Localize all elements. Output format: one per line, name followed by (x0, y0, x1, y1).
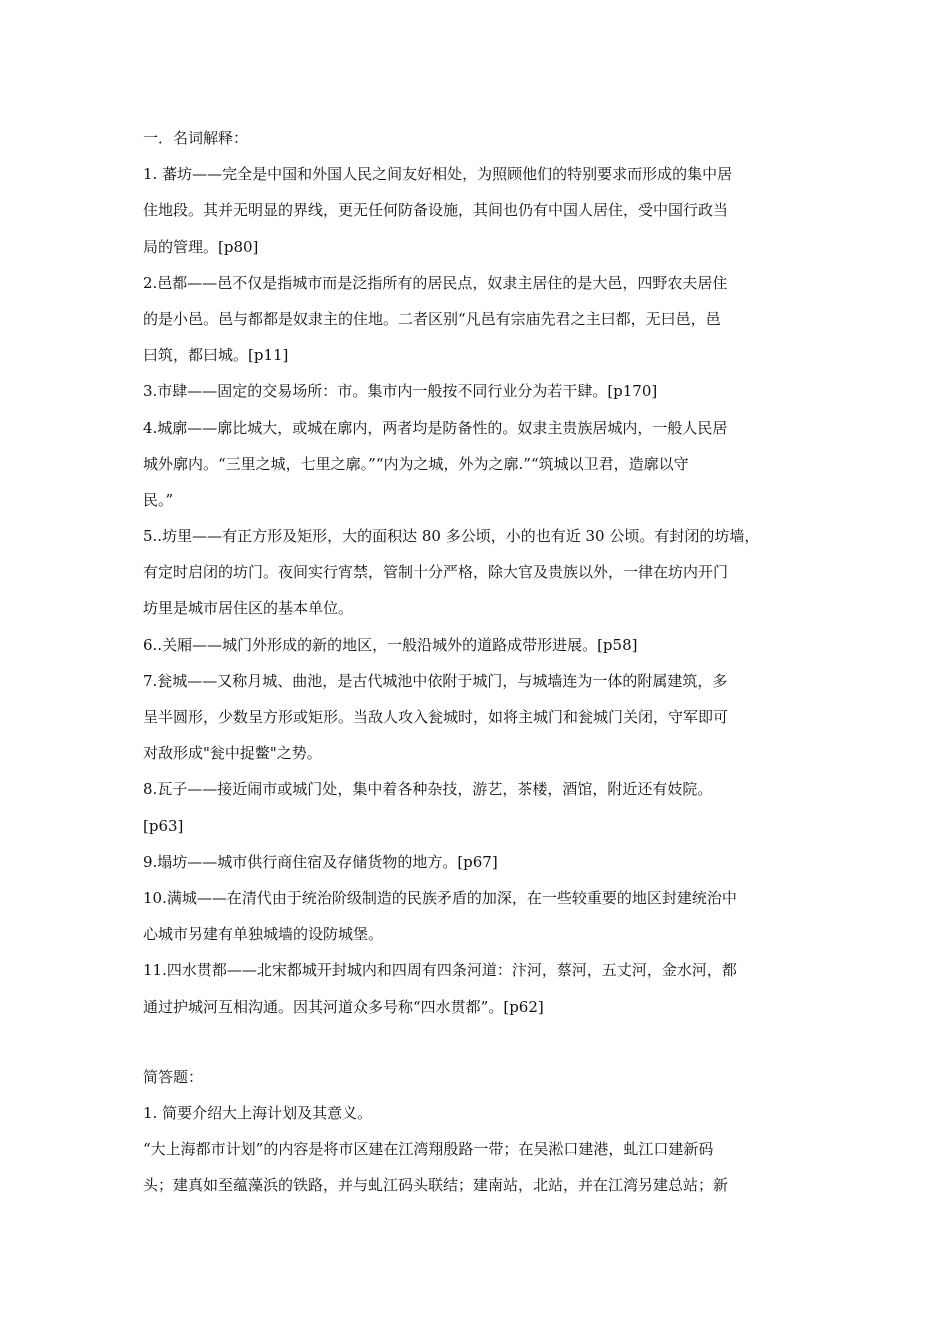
text-line: 心城市另建有单独城墙的设防城堡。 (143, 925, 384, 944)
text-line: 4.城廓——廓比城大，或城在廓内，两者均是防备性的。奴隶主贵族居城内，一般人民居 (143, 418, 728, 437)
text-line: 城外廓内。“三里之城，七里之廓。”“内为之城，外为之廓.”“筑城以卫君，造廓以守 (143, 454, 689, 473)
text-line: 局的管理。[p80] (143, 237, 259, 256)
section-spacer (143, 1029, 813, 1063)
text-line: 8.瓦子——接近闹市或城门处，集中着各种杂技，游艺，茶楼，酒馆，附近还有妓院。 (143, 780, 713, 799)
text-line: 头；建真如至蕴藻浜的铁路，并与虬江码头联结；建南站，北站，并在江湾另建总站；新 (143, 1176, 729, 1195)
text-line: “大上海都市计划”的内容是将市区建在江湾翔殷路一带；在吴淞口建港，虬江口建新码 (143, 1140, 714, 1159)
section-heading-short-answer: 简答题： (143, 1067, 204, 1086)
text-line: 1. 蕃坊——完全是中国和外国人民之间友好相处，为照顾他们的特别要求而形成的集中居 (143, 165, 733, 184)
text-line: 有定时启闭的坊门。夜间实行宵禁，管制十分严格，除大官及贵族以外，一律在坊内开门 (143, 563, 729, 582)
text-line: 曰筑，都曰城。[p11] (143, 346, 289, 365)
section-heading-terms: 一．名词解释： (143, 129, 249, 147)
text-line: 5..坊里——有正方形及矩形，大的面积达 80 多公顷，小的也有近 30 公顷。有封闭的坊墙， (143, 527, 760, 546)
text-line: 9.塌坊——城市供行商住宿及存储货物的地方。[p67] (143, 852, 498, 871)
text-line: 民。” (143, 490, 174, 509)
text-line: 6..关厢——城门外形成的新的地区，一般沿城外的道路成带形进展。[p58] (143, 635, 638, 654)
text-line: 坊里是城市居住区的基本单位。 (143, 599, 354, 618)
text-line: 住地段。其并无明显的界线，更无任何防备设施，其间也仍有中国人居住，受中国行政当 (143, 201, 729, 220)
text-line: 对敌形成"瓮中捉鳖"之势。 (143, 744, 322, 763)
text-line: 10.满城——在清代由于统治阶级制造的民族矛盾的加深，在一些较重要的地区封建统治中 (143, 888, 737, 907)
text-line: [p63] (143, 816, 184, 835)
text-line: 11.四水贯都——北宋都城开封城内和四周有四条河道：汴河，蔡河，五丈河，金水河，都 (143, 961, 737, 980)
text-line: 通过护城河互相沟通。因其河道众多号称“四水贯都”。[p62] (143, 997, 544, 1016)
document-page (143, 124, 813, 1207)
text-line: 3.市肆——固定的交易场所：市。集市内一般按不同行业分为若干肆。[p170] (143, 382, 658, 401)
text-line: 2.邑都——邑不仅是指城市而是泛指所有的居民点，奴隶主居住的是大邑，四野农夫居住 (143, 273, 728, 292)
text-line: 7.瓮城——又称月城、曲池，是古代城池中依附于城门，与城墙连为一体的附属建筑，多 (143, 671, 728, 690)
text-line: 呈半圆形，少数呈方形或矩形。当敌人攻入瓮城时，如将主城门和瓮城门关闭，守军即可 (143, 708, 729, 726)
text-line: 的是小邑。邑与都都是奴隶主的住地。二者区别“凡邑有宗庙先君之主曰都，无曰邑，邑 (143, 309, 721, 328)
text-line: 1. 简要介绍大上海计划及其意义。 (143, 1103, 373, 1122)
